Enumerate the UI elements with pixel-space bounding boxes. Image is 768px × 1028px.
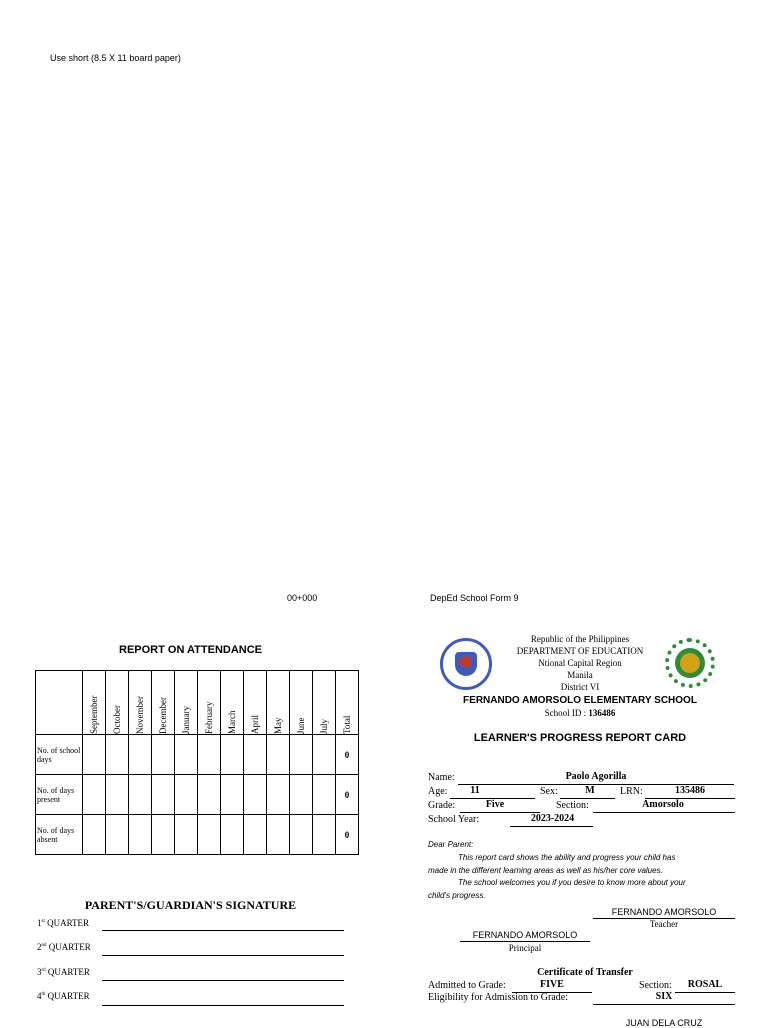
- row-total: 0: [336, 775, 359, 815]
- section-underline: [593, 812, 735, 813]
- month-header: December: [152, 671, 175, 735]
- student-grade: Five: [485, 799, 505, 810]
- school-year: 2023-2024: [530, 813, 575, 824]
- month-header: February: [198, 671, 221, 735]
- student-name: Paolo Agorilla: [565, 771, 627, 782]
- month-header: June: [290, 671, 313, 735]
- quarter-label: 4th QUARTER: [37, 991, 90, 1001]
- month-header: September: [83, 671, 106, 735]
- header-line: DEPARTMENT OF EDUCATION: [516, 646, 644, 656]
- lrn-label: LRN:: [620, 786, 643, 797]
- month-header: April: [244, 671, 267, 735]
- letter-greeting: Dear Parent:: [428, 840, 474, 849]
- student-section: Amorsolo: [642, 799, 684, 810]
- admitted-label: Admitted to Grade:: [428, 980, 506, 991]
- section-label: Section:: [556, 800, 589, 811]
- school-year-label: School Year:: [428, 814, 480, 825]
- signature-line[interactable]: [102, 979, 344, 981]
- admitted-grade: FIVE: [540, 979, 564, 990]
- card-title: LEARNER'S PROGRESS REPORT CARD: [473, 732, 687, 744]
- header-line: Manila: [567, 670, 593, 680]
- principal-name: FERNANDO AMORSOLO: [472, 930, 578, 940]
- transfer-section: ROSAL: [687, 979, 723, 990]
- month-header: November: [129, 671, 152, 735]
- header-blank-cell: [36, 671, 83, 735]
- attendance-header-row: [36, 671, 359, 735]
- parent-letter: [428, 839, 738, 903]
- transfer-title: Certificate of Transfer: [537, 967, 633, 978]
- row-total: 0: [336, 815, 359, 855]
- month-header: January: [175, 671, 198, 735]
- header-line: Ntional Capital Region: [538, 658, 622, 668]
- student-age: 11: [470, 785, 480, 796]
- eligibility-label: Eligibility for Admission to Grade:: [428, 992, 568, 1003]
- grade-label: Grade:: [428, 800, 456, 811]
- header-line: District VI: [560, 682, 600, 692]
- eligibility-grade: SIX: [655, 991, 673, 1002]
- row-label: No. of school days: [36, 735, 83, 775]
- letter-line: This report card shows the ability and progress your child has: [458, 852, 676, 862]
- form-code: 00+000: [287, 593, 318, 603]
- school-name: FERNANDO AMORSOLO ELEMENTARY SCHOOL: [463, 695, 697, 706]
- letter-line: The school welcomes you if you desire to know more about your: [458, 878, 686, 888]
- signature-line[interactable]: [102, 1004, 344, 1006]
- form-name: DepEd School Form 9: [430, 593, 519, 603]
- header-line: Republic of the Philippines: [530, 634, 630, 644]
- letter-line: child's progress.: [428, 891, 486, 901]
- signature-title: PARENT'S/GUARDIAN'S SIGNATURE: [84, 898, 297, 912]
- age-label: Age:: [428, 786, 448, 797]
- month-header: July: [313, 671, 336, 735]
- signature-line[interactable]: [102, 954, 344, 956]
- quarter-label: 1st QUARTER: [37, 918, 90, 928]
- month-header-total: Total: [336, 671, 359, 735]
- row-label: No. of days present: [36, 775, 83, 815]
- attendance-row: [36, 775, 359, 815]
- letter-line: made in the different learning areas as well as his/her core values.: [428, 865, 663, 875]
- student-lrn: 135486: [675, 785, 705, 796]
- month-header: March: [221, 671, 244, 735]
- principal-sign-line: [460, 941, 590, 942]
- school-year-underline: [510, 826, 593, 827]
- month-header: October: [106, 671, 129, 735]
- attendance-table: [35, 670, 359, 855]
- attendance-title: REPORT ON ATTENDANCE: [119, 644, 262, 656]
- student-sex: M: [585, 785, 595, 796]
- transfer-section-label: Section:: [639, 980, 672, 991]
- school-id: School ID : 136486: [544, 708, 616, 718]
- month-header: May: [267, 671, 290, 735]
- attendance-row: [36, 735, 359, 775]
- principal-role: Principal: [508, 943, 542, 953]
- quarter-label: 3rd QUARTER: [37, 967, 90, 977]
- row-total: 0: [336, 735, 359, 775]
- sex-label: Sex:: [540, 786, 558, 797]
- transfer-signatory-name: JUAN DELA CRUZ: [625, 1018, 703, 1028]
- quarter-label: 2nd QUARTER: [37, 942, 91, 952]
- name-label: Name:: [428, 772, 455, 783]
- teacher-role: Teacher: [649, 919, 679, 929]
- row-label: No. of days absent: [36, 815, 83, 855]
- eligibility-underline: [593, 1004, 735, 1005]
- signature-line[interactable]: [102, 929, 344, 931]
- agency-header: [480, 633, 680, 693]
- attendance-row: [36, 815, 359, 855]
- paper-note: Use short (8.5 X 11 board paper): [50, 53, 181, 63]
- teacher-name: FERNANDO AMORSOLO: [611, 907, 717, 917]
